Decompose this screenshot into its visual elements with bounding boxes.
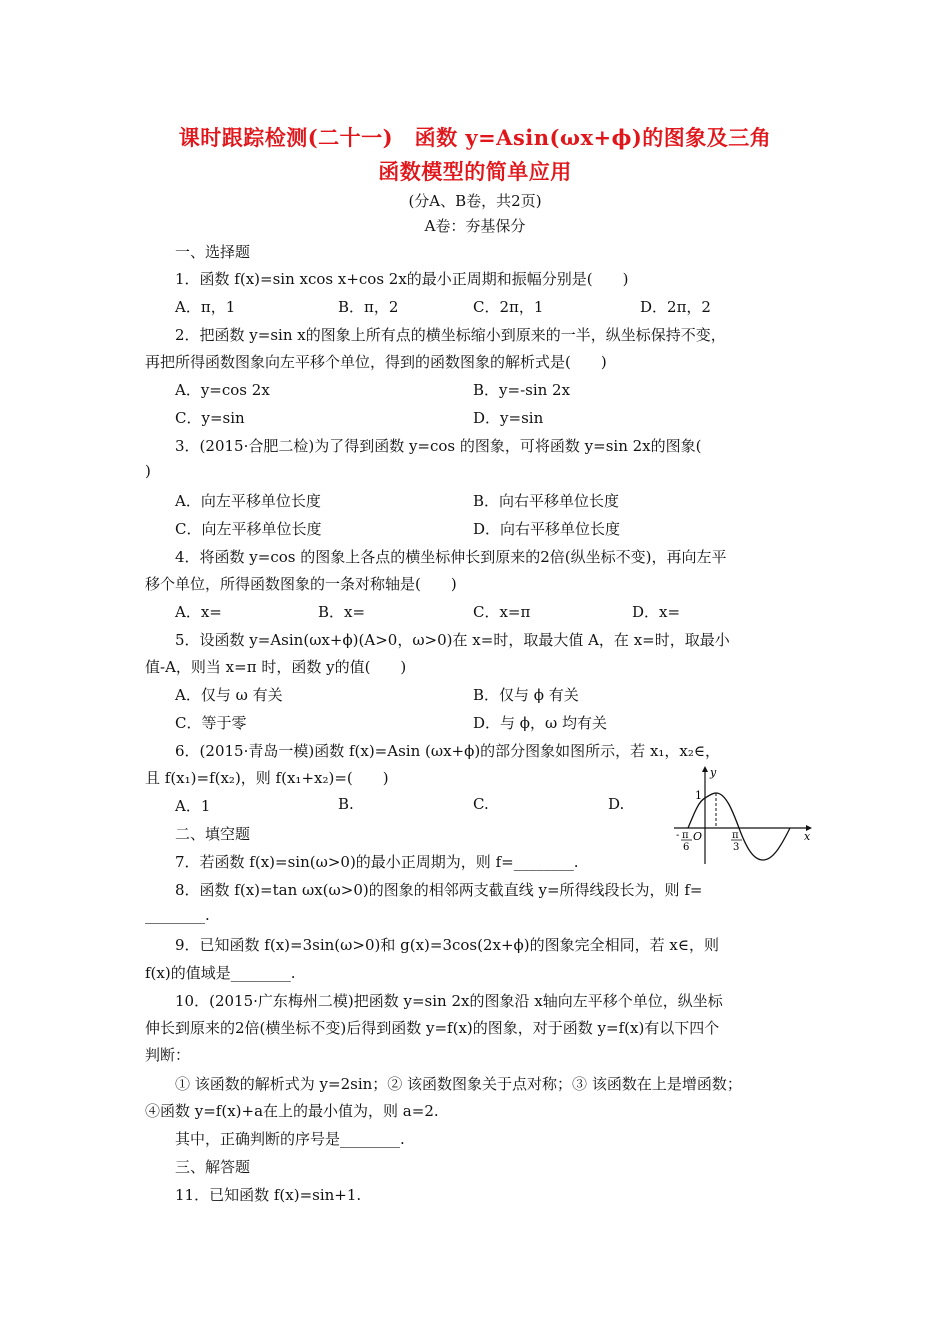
question-10-line-1: 10．(2015·广东梅州二模)把函数 y=sin 2x的图象沿 x轴向左平移个单位，纵坐标	[175, 992, 723, 1010]
q3-option-b: B．向右平移单位长度	[473, 492, 620, 510]
q5-option-d: D．与 ϕ，ω 均有关	[473, 714, 608, 732]
section-a-label: A卷：夯基保分	[424, 217, 526, 235]
q2-option-c: C．y=sin	[175, 409, 245, 427]
x-axis-label: x	[804, 830, 811, 843]
question-10-line-5: ④函数 y=f(x)+a在上的最小值为，则 a=2.	[145, 1102, 439, 1120]
question-3-line-2: )	[145, 462, 151, 480]
left-tick-denominator: 6	[683, 842, 690, 853]
question-11: 11．已知函数 f(x)=sin+1.	[175, 1186, 362, 1204]
q2-option-b: B．y=-sin 2x	[473, 381, 571, 399]
y-axis-label: y	[710, 766, 717, 779]
question-2-line-1: 2．把函数 y=sin x的图象上所有点的横坐标缩小到原来的一半，纵坐标保持不变，	[175, 326, 726, 344]
q1-option-b: B．π，2	[338, 298, 399, 316]
question-10-line-2: 伸长到原来的2倍(横坐标不变)后得到函数 y=f(x)的图象，对于函数 y=f(x)有以下四个	[145, 1019, 720, 1037]
section-choice: 一、选择题	[175, 243, 251, 261]
question-6-line-1: 6．(2015·青岛一模)函数 f(x)=Asin (ωx+ϕ)的部分图象如图所示，若 x₁，x₂∈，	[175, 742, 721, 760]
peak-value-label: 1	[695, 789, 702, 802]
q6-option-d: D.	[608, 795, 625, 813]
question-4-line-1: 4．将函数 y=cos 的图象上各点的横坐标伸长到原来的2倍(纵坐标不变)，再向左平	[175, 548, 727, 566]
title-line-1: 课时跟踪检测(二十一) 函数 y=Asin(ωx+ϕ)的图象及三角	[178, 125, 772, 150]
q5-option-c: C．等于零	[175, 714, 247, 732]
question-5-line-1: 5．设函数 y=Asin(ωx+ϕ)(A>0，ω>0)在 x=时，取最大值 A，在 x=时，取最小	[175, 631, 730, 649]
right-tick-numerator: π	[732, 830, 739, 841]
q4-option-a: A．x=	[175, 603, 222, 621]
q6-option-b: B.	[338, 795, 354, 813]
question-9-line-1: 9．已知函数 f(x)=3sin(ω>0)和 g(x)=3cos(2x+ϕ)的图象完全相同，若 x∈，则	[175, 936, 719, 954]
volume-note: (分A、B卷，共2页)	[408, 192, 542, 210]
question-9-line-2: f(x)的值域是________.	[145, 964, 296, 982]
title-line-2: 函数模型的简单应用	[378, 159, 572, 184]
section-fill: 二、填空题	[175, 825, 251, 843]
right-tick-denominator: 3	[733, 842, 740, 853]
left-tick-numerator: π	[682, 830, 689, 841]
question-1: 1．函数 f(x)=sin xcos x+cos 2x的最小正周期和振幅分别是( )	[175, 270, 629, 288]
question-10-line-3: 判断：	[145, 1046, 191, 1064]
q5-option-b: B．仅与 ϕ 有关	[473, 686, 579, 704]
question-8-line-2: ________.	[145, 906, 210, 924]
section-answer: 三、解答题	[175, 1158, 251, 1176]
q1-option-d: D．2π，2	[640, 298, 711, 316]
q3-option-d: D．向右平移单位长度	[473, 520, 621, 538]
question-3-line-1: 3．(2015·合肥二检)为了得到函数 y=cos 的图象，可将函数 y=sin 2x的图象(	[175, 437, 702, 455]
q4-option-c: C．x=π	[473, 603, 531, 621]
origin-label: O	[693, 830, 703, 843]
question-10-line-6: 其中，正确判断的序号是________.	[175, 1130, 405, 1148]
q6-option-c: C.	[473, 795, 489, 813]
q3-option-a: A．向左平移单位长度	[175, 492, 321, 510]
q3-option-c: C．向左平移单位长度	[175, 520, 322, 538]
question-6-line-2: 且 f(x₁)=f(x₂)，则 f(x₁+x₂)=( )	[145, 769, 389, 787]
q6-sine-graph	[670, 762, 815, 867]
question-5-line-2: 值-A，则当 x=π 时，函数 y的值( )	[145, 658, 407, 676]
question-4-line-2: 移个单位，所得函数图象的一条对称轴是( )	[145, 575, 457, 593]
q4-option-d: D．x=	[632, 603, 681, 621]
q4-option-b: B．x=	[318, 603, 366, 621]
question-7: 7．若函数 f(x)=sin(ω>0)的最小正周期为，则 f=________.	[175, 853, 579, 871]
q5-option-a: A．仅与 ω 有关	[175, 686, 283, 704]
question-10-line-4: ① 该函数的解析式为 y=2sin；② 该函数图象关于点对称；③ 该函数在上是增函数；	[175, 1075, 742, 1093]
q2-option-a: A．y=cos 2x	[175, 381, 270, 399]
q6-option-a: A．1	[175, 797, 211, 815]
y-axis-arrow	[702, 766, 708, 772]
left-tick-sign: -	[676, 830, 680, 841]
q1-option-a: A．π，1	[175, 298, 236, 316]
question-8-line-1: 8．函数 f(x)=tan ωx(ω>0)的图象的相邻两支截直线 y=所得线段长为，则 f=	[175, 881, 703, 899]
q2-option-d: D．y=sin	[473, 409, 544, 427]
q1-option-c: C．2π，1	[473, 298, 544, 316]
question-2-line-2: 再把所得函数图象向左平移个单位，得到的函数图象的解析式是( )	[145, 353, 607, 371]
